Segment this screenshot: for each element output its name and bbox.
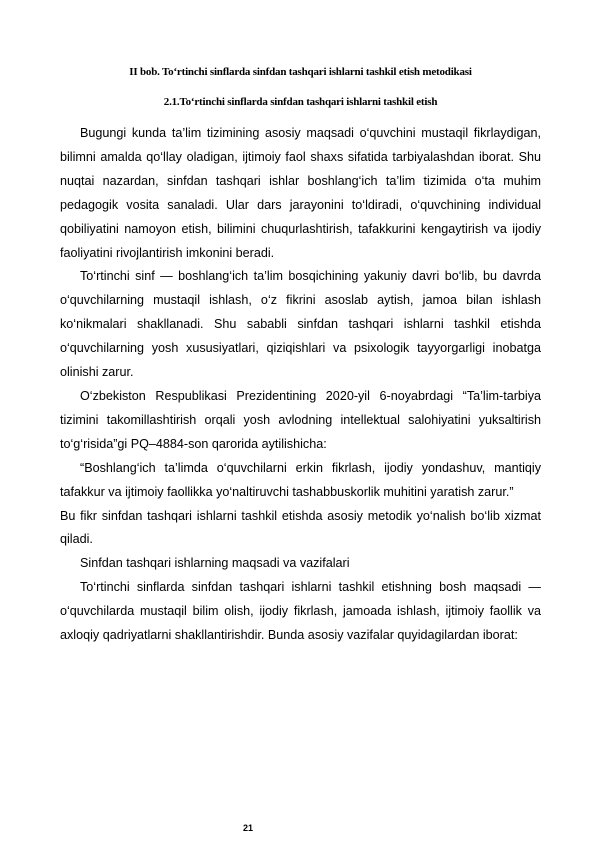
chapter-title: II bob. To‘rtinchi sinflarda sinfdan tashqari ishlarni tashkil etish metodikasi (129, 66, 472, 78)
paragraph: Bugungi kunda ta’lim tizimining asosiy maqsadi o‘quvchini mustaqil fikrlaydigan, bilimni amalda qo‘llay oladigan, ijtimoiy faol shaxs sifatida tarbiyalashdan iborat. Shu nuqtai nazardan, sinfdan tashqari ishlar boshlang‘ich ta’lim tizimida o‘ta muhim pedagogik vosita sanaladi. Ular dars jarayonini to‘ldiradi, o‘quvchining individual qobiliyatini namoyon etish, bilimini chuqurlashtirish, tafakkurini kengaytirish va ijodiy faoliyatini rivojlantirish imkonini beradi. (60, 126, 541, 260)
section-title: 2.1.To‘rtinchi sinflarda sinfdan tashqari ishlarni tashkil etish (163, 96, 438, 108)
body-text (60, 122, 541, 648)
quote-paragraph: “Boshlang‘ich ta’limda o‘quvchilarni erkin fikrlash, ijodiy yondashuv, mantiqiy tafakkur va ijtimoiy faollikka yo‘naltiruvchi tashabbuskorlik muhitini yaratish zarur.” (60, 460, 541, 499)
paragraph: To‘rtinchi sinf — boshlang‘ich ta’lim bosqichining yakuniy davri bo‘lib, bu davrda o‘quvchilarning mustaqil ishlash, o‘z fikrini asoslab aytish, jamoa bilan ishlash ko‘nikmalari shakllanadi. Shu sababli sinfdan tashqari ishlarni tashkil etishda o‘quvchilarning yosh xususiyatlari, qiziqishlari va psixologik tayyorgarligi inobatga olinishi zarur. (60, 269, 541, 380)
paragraph: Bu fikr sinfdan tashqari ishlarni tashkil etishda asosiy metodik yo‘nalish bo‘lib xizmat qiladi. (60, 508, 541, 547)
paragraph: To‘rtinchi sinflarda sinfdan tashqari ishlarni tashkil etishning bosh maqsadi — o‘quvchilarda mustaqil bilim olish, ijodiy fikrlash, jamoada ishlash, ijtimoiy faollik va axloqiy qadriyatlarni shakllantirishdir. Bunda asosiy vazifalar quyidagilardan iborat: (60, 580, 541, 643)
subheading-paragraph: Sinfdan tashqari ishlarning maqsadi va vazifalari (80, 556, 350, 571)
paragraph: O‘zbekiston Respublikasi Prezidentining 2020-yil 6-noyabrdagi “Ta’lim-tarbiya tizimini takomillashtirish orqali yosh avlodning intellektual salohiyatini yuksaltirish to‘g‘risida”gi PQ–4884-son qarorida aytilishicha: (60, 388, 541, 451)
page-number: 21 (243, 823, 254, 833)
